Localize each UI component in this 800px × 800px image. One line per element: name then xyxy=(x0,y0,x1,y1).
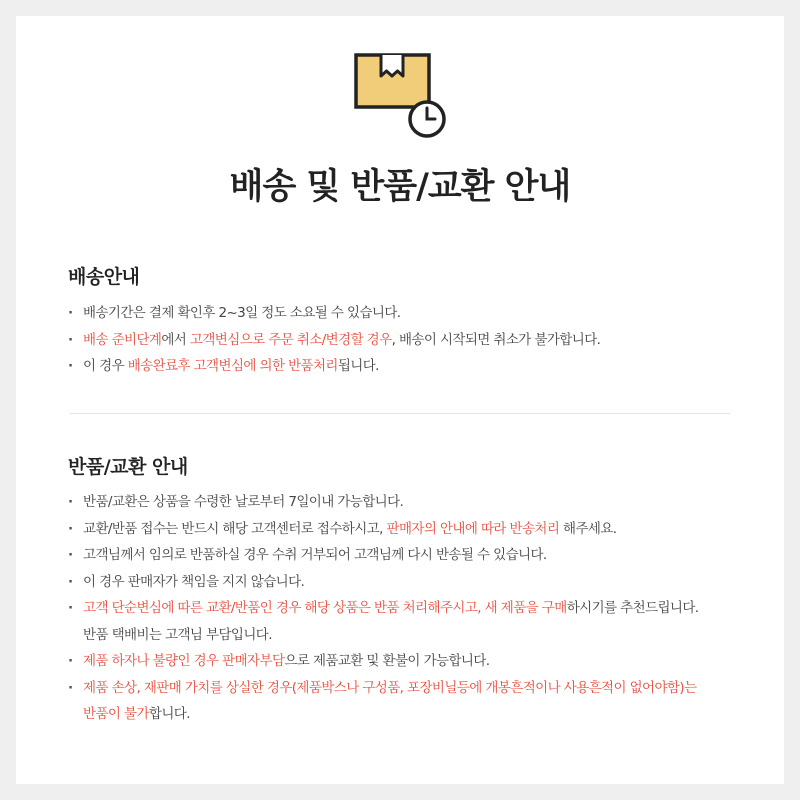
note-text: 이 경우 판매자가 책임을 지지 않습니다. xyxy=(83,573,305,590)
returns-section-title: 반품/교환 안내 xyxy=(68,456,188,478)
note-item xyxy=(68,542,748,569)
note-text: 배송기간은 결제 확인후 2~3일 정도 소요될 수 있습니다. xyxy=(83,305,401,321)
highlighted-note-text: 고객변심으로 주문 취소/변경할 경우 xyxy=(189,331,392,348)
shipping-section-title: 배송안내 xyxy=(68,266,140,288)
note-item xyxy=(68,300,748,327)
highlighted-note-text: 반품이 불가 xyxy=(83,706,149,722)
delivery-box-clock-icon xyxy=(353,52,449,140)
note-item xyxy=(68,595,748,648)
note-text: , 배송이 시작되면 취소가 불가합니다. xyxy=(391,331,601,348)
note-text: 고객님께서 임의로 반품하실 경우 수취 거부되어 고객님께 다시 반송될 수 있습니다. xyxy=(83,547,547,563)
page-title: 배송 및 반품/교환 안내 xyxy=(229,167,571,207)
note-text: 반품/교환은 상품을 수령한 날로부터 7일이내 가능합니다. xyxy=(83,494,404,510)
info-card xyxy=(16,16,784,784)
note-text: 해주세요. xyxy=(559,520,617,537)
highlighted-note-text: 판매자의 안내에 따라 반송처리 xyxy=(386,520,560,537)
highlighted-note-text: 제품 손상, 재판매 가치를 상실한 경우(제품박스나 구성품, 포장비닐등에 개봉흔적이나 사용흔적이 없어야함)는 xyxy=(83,679,697,696)
note-item xyxy=(68,489,748,516)
note-item xyxy=(68,648,748,675)
highlighted-note-text: 배송완료후 고객변심에 의한 반품처리 xyxy=(127,358,338,374)
note-text: 으로 제품교환 및 환불이 가능합니다. xyxy=(284,653,490,669)
note-text: 하시기를 추천드립니다. xyxy=(566,600,699,616)
highlighted-note-text: 제품 하자나 불량인 경우 판매자부담 xyxy=(83,653,285,669)
note-text: 에서 xyxy=(161,331,190,348)
note-item xyxy=(68,675,748,728)
note-item xyxy=(68,516,748,543)
highlighted-note-text: 고객 단순변심에 따른 교환/반품인 경우 해당 상품은 반품 처리해주시고, 새 제품을 구매 xyxy=(83,600,567,616)
note-text: 합니다. xyxy=(148,706,190,722)
note-item xyxy=(68,327,748,354)
note-text: 반품 택배비는 고객님 부담입니다. xyxy=(83,626,272,643)
note-text: 됩니다. xyxy=(337,358,379,374)
note-item xyxy=(68,569,748,596)
note-item xyxy=(68,353,748,380)
section-divider xyxy=(70,413,730,414)
shipping-notes-list xyxy=(68,300,748,380)
returns-notes-list xyxy=(68,489,748,728)
note-text: 이 경우 xyxy=(83,358,128,374)
highlighted-note-text: 배송 준비단계 xyxy=(83,331,162,348)
note-text: 교환/반품 접수는 반드시 해당 고객센터로 접수하시고, xyxy=(83,520,387,537)
